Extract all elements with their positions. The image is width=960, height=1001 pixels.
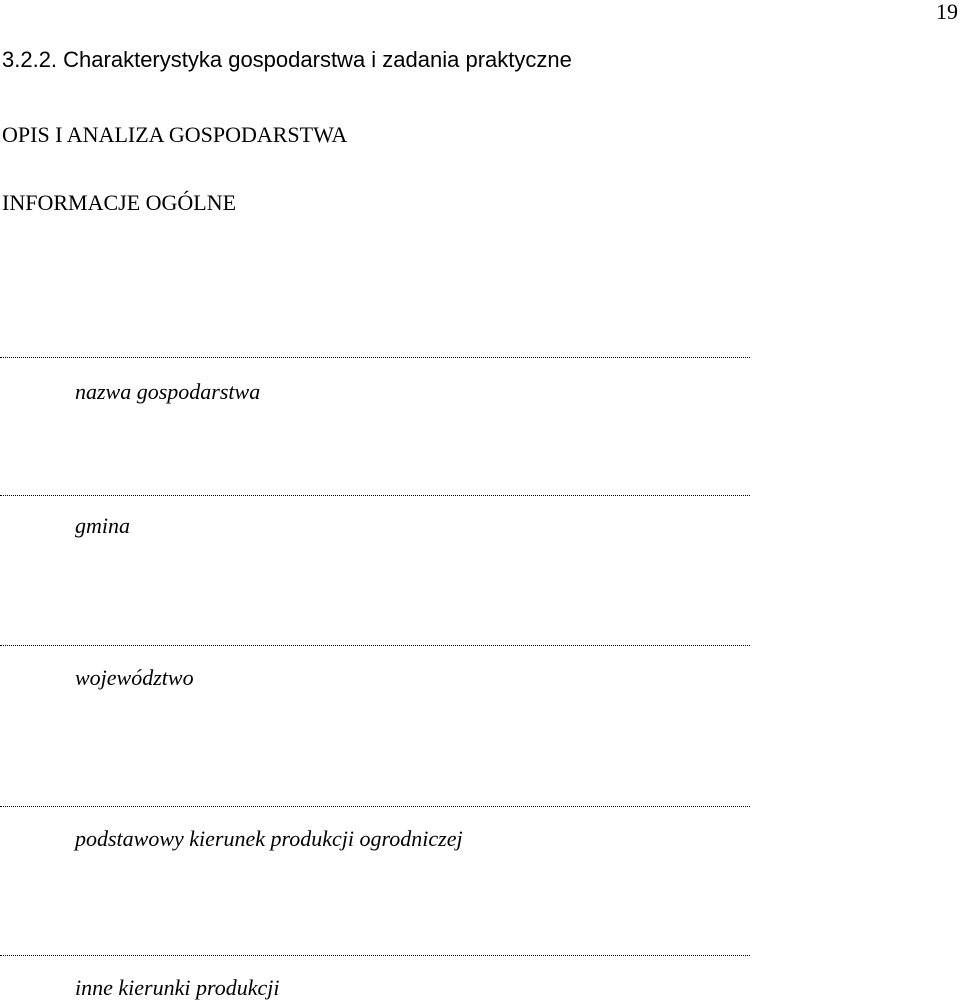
heading-general-info: INFORMACJE OGÓLNE [2,190,237,215]
dotted-fill-line[interactable] [0,955,750,956]
dotted-fill-line[interactable] [0,806,750,807]
field-label: gmina [75,513,130,538]
dotted-fill-line[interactable] [0,495,750,496]
dotted-fill-line[interactable] [0,357,750,358]
page-number: 19 [936,0,958,24]
heading-farm-analysis: OPIS I ANALIZA GOSPODARSTWA [2,122,348,147]
dotted-fill-line[interactable] [0,645,750,646]
field-label: województwo [75,665,194,690]
field-label: inne kierunki produkcji [75,975,280,1000]
section-title: 3.2.2. Charakterystyka gospodarstwa i zadania praktyczne [2,47,572,72]
field-label: nazwa gospodarstwa [75,379,261,404]
field-label: podstawowy kierunek produkcji ogrodniczej [75,826,463,851]
